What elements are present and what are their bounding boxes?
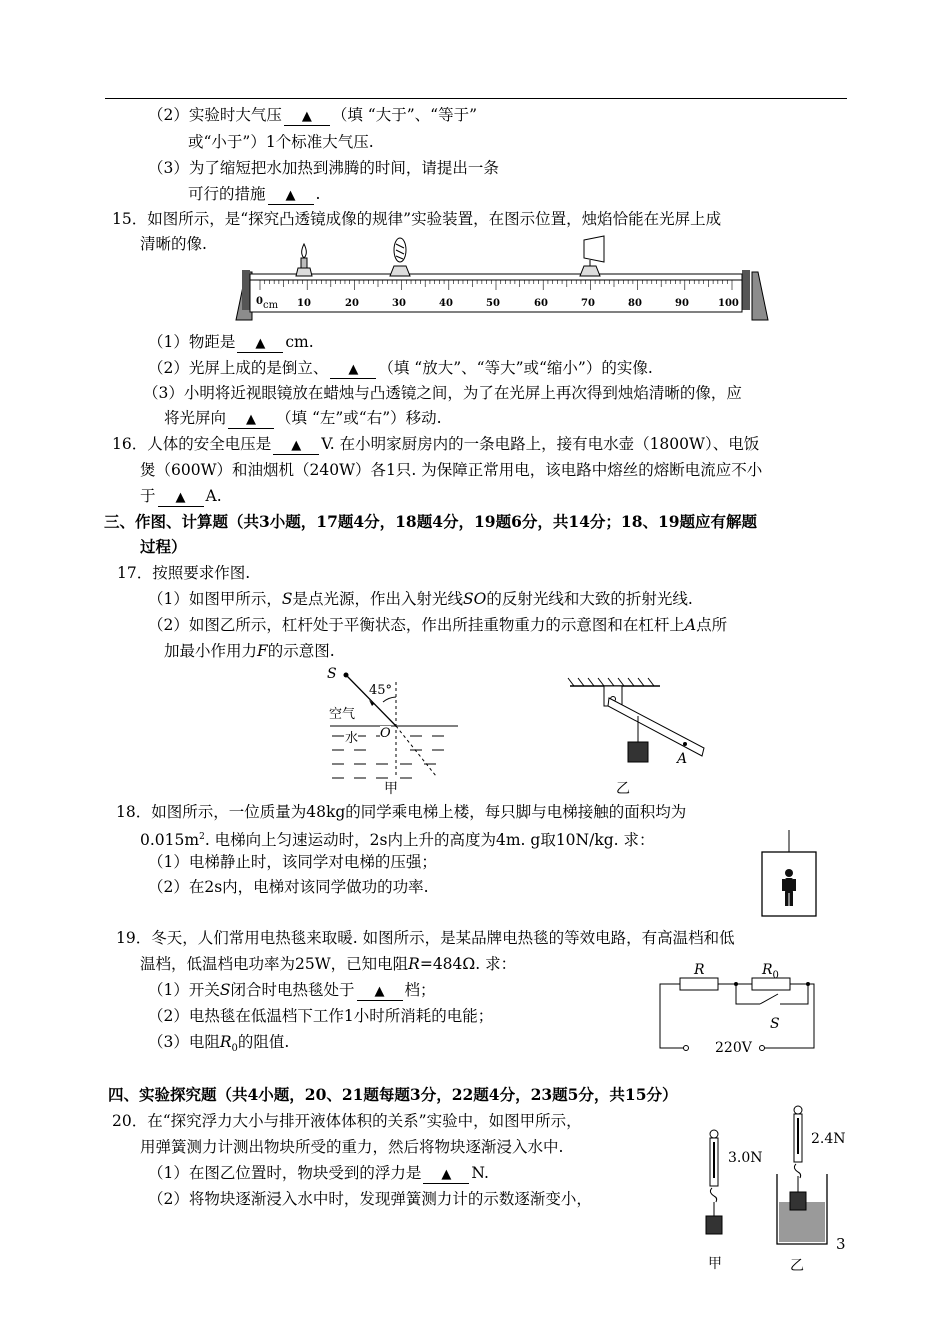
figure-yi-caption: 乙 bbox=[616, 781, 630, 797]
answer-blank[interactable]: ▲ bbox=[357, 984, 403, 1001]
terminal-right bbox=[760, 1046, 765, 1051]
point-o-label: O bbox=[380, 726, 391, 741]
q19-line1: 19．冬天，人们常用电热毯来取暖. 如图所示，是某品牌电热毯的等效电路，有高温档和低 bbox=[116, 929, 735, 947]
air-label: 空气 bbox=[329, 707, 356, 722]
ruler-label-50: 50 bbox=[486, 298, 500, 309]
hanging-weight bbox=[628, 742, 648, 762]
optical-bench-figure bbox=[232, 232, 772, 324]
lever-bar bbox=[608, 698, 704, 756]
answer-blank[interactable]: ▲ bbox=[158, 490, 204, 507]
scale-b-reading: 2.4N bbox=[811, 1131, 846, 1147]
wire-left bbox=[660, 984, 686, 1048]
answer-blank[interactable]: ▲ bbox=[273, 438, 319, 455]
circuit-r0-label: $R_0$ bbox=[762, 962, 779, 981]
q16-line2: 煲（600W）和油烟机（240W）各1只. 为保障正常用电，该电路中熔丝的熔断电流应不小 bbox=[140, 461, 763, 479]
q17-stem: 17．按照要求作图. bbox=[117, 564, 251, 582]
extension-line bbox=[396, 726, 436, 776]
source-label: S bbox=[327, 666, 337, 682]
figure-jia-caption-q20: 甲 bbox=[708, 1256, 722, 1272]
q17-part2-line1: （2）如图乙所示，杠杆处于平衡状态，作出所挂重物重力的示意图和在杠杆上A点所 bbox=[148, 616, 728, 634]
q19-part2: （2）电热毯在低温档下工作1小时所消耗的电能； bbox=[148, 1007, 494, 1025]
q18-line1: 18．如图所示，一位质量为48kg的同学乘电梯上楼，每只脚与电梯接触的面积均为 bbox=[116, 803, 687, 821]
q20-part2: （2）将物块逐渐浸入水中时，发现弹簧测力计的示数逐渐变小， bbox=[148, 1190, 592, 1208]
q15-stem-line2: 清晰的像. bbox=[140, 235, 207, 253]
ruler-label-80: 80 bbox=[628, 298, 642, 309]
q15-part3-line1: （3）小明将近视眼镜放在蜡烛与凸透镜之间，为了在光屏上再次得到烛焰清晰的像，应 bbox=[143, 384, 742, 402]
ruler-label-90: 90 bbox=[675, 298, 689, 309]
q20-part1: （1）在图乙位置时，物块受到的浮力是 ▲ N. bbox=[148, 1164, 489, 1182]
header-rule bbox=[105, 98, 847, 99]
bench-right-post bbox=[742, 270, 750, 310]
ruler-label-10: 10 bbox=[297, 298, 311, 309]
refraction-figure bbox=[320, 664, 470, 796]
q16-line3: 于 ▲ A. bbox=[140, 487, 222, 505]
ruler-unit: cm bbox=[263, 300, 279, 311]
q20-line2: 用弹簧测力计测出物块所受的重力，然后将物块逐渐浸入水中. bbox=[140, 1138, 564, 1156]
q18-part2: （2）在2s内，电梯对该同学做功的功率. bbox=[148, 878, 429, 896]
figure-jia-caption: 甲 bbox=[384, 781, 398, 797]
block-a bbox=[706, 1216, 722, 1234]
terminal-left bbox=[684, 1046, 689, 1051]
q15-part2: （2）光屏上成的是倒立、 ▲ （填 “放大”、“等大”或“缩小”）的实像. bbox=[148, 359, 653, 377]
q18-line2: $0.015m^2$. 电梯向上匀速运动时，2s内上升的高度为4m. g取10N/kg. 求： bbox=[140, 831, 655, 850]
candle bbox=[296, 244, 312, 276]
q17-part2-line2: 加最小作用力F的示意图. bbox=[164, 642, 335, 660]
switch-s bbox=[760, 994, 778, 1004]
q20-line1: 20．在“探究浮力大小与排开液体体积的关系”实验中，如图甲所示， bbox=[112, 1112, 582, 1130]
elevator-figure bbox=[758, 828, 820, 920]
ruler-label-0: 0 bbox=[256, 296, 263, 307]
q15-part3-line2: 将光屏向 ▲ （填 “左”或“右”）移动. bbox=[164, 409, 442, 427]
section3-heading: 三、作图、计算题（共3小题，17题4分，18题4分，19题6分，共14分；18、19题应有解题 bbox=[104, 512, 758, 531]
water-label: 水 bbox=[345, 727, 358, 746]
section4-heading: 四、实验探究题（共4小题，20、21题每题3分，22题4分，23题5分，共15分） bbox=[108, 1085, 678, 1104]
q16-line1: 16．人体的安全电压是 ▲ V. 在小明家厨房内的一条电路上，接有电水壶（1800W）、电饭 bbox=[112, 435, 760, 453]
circuit-r-label: R bbox=[694, 962, 705, 978]
answer-blank[interactable]: ▲ bbox=[228, 412, 274, 429]
convex-lens bbox=[390, 238, 410, 276]
point-a bbox=[683, 742, 687, 746]
block-b bbox=[790, 1192, 806, 1210]
q15-part1: （1）物距是 ▲ cm. bbox=[148, 333, 314, 351]
q19-line2: 温档，低温档电功率为25W，已知电阻R=484Ω. 求： bbox=[140, 955, 517, 973]
answer-blank[interactable]: ▲ bbox=[237, 336, 283, 353]
q14-part3-line1: （3）为了缩短把水加热到沸腾的时间，请提出一条 bbox=[148, 159, 499, 177]
q19-part1: （1）开关S闭合时电热毯处于 ▲ 档； bbox=[148, 981, 436, 999]
circuit-voltage-label: 220V bbox=[715, 1040, 752, 1056]
light-screen bbox=[580, 236, 604, 276]
circuit-switch-label: S bbox=[770, 1016, 780, 1032]
q14-part2-line1: （2）实验时大气压 ▲ （填 “大于”、“等于” bbox=[148, 106, 477, 124]
spring-scale-b bbox=[794, 1106, 802, 1192]
buoyancy-figure bbox=[692, 1104, 840, 1246]
ruler-label-60: 60 bbox=[534, 298, 548, 309]
q15-stem-line1: 15．如图所示，是“探究凸透镜成像的规律”实验装置，在图示位置，烛焰恰能在光屏上成 bbox=[112, 210, 722, 228]
q17-part1: （1）如图甲所示，S是点光源，作出入射光线SO的反射光线和大致的折射光线. bbox=[148, 590, 693, 608]
angle-label: 45° bbox=[369, 683, 393, 698]
bench-right-stand bbox=[752, 272, 768, 320]
q19-part3: （3）电阻$R_0$的阻值. bbox=[148, 1033, 290, 1055]
scale-a-reading: 3.0N bbox=[728, 1150, 763, 1166]
answer-blank[interactable]: ▲ bbox=[284, 109, 330, 126]
section3-heading-cont: 过程） bbox=[140, 537, 187, 556]
q14-part2-line2: 或“小于”）1个标准大气压. bbox=[188, 133, 374, 151]
ruler-label-30: 30 bbox=[392, 298, 406, 309]
q18-part1: （1）电梯静止时，该同学对电梯的压强； bbox=[148, 853, 437, 871]
resistor-r bbox=[680, 978, 718, 990]
ruler-label-100: 100 bbox=[718, 298, 739, 309]
spring-scale-a bbox=[706, 1130, 722, 1234]
page-number: 3 bbox=[836, 1235, 846, 1253]
answer-blank[interactable]: ▲ bbox=[423, 1167, 469, 1184]
figure-yi-caption-q20: 乙 bbox=[790, 1258, 804, 1274]
ruler-label-20: 20 bbox=[345, 298, 359, 309]
q14-part3-line2: 可行的措施 ▲ . bbox=[188, 185, 321, 203]
ruler-label-70: 70 bbox=[581, 298, 595, 309]
answer-blank[interactable]: ▲ bbox=[330, 362, 376, 379]
bench-left-post bbox=[242, 270, 250, 310]
ruler-label-40: 40 bbox=[439, 298, 453, 309]
answer-blank[interactable]: ▲ bbox=[268, 188, 314, 205]
lever-point-a-label: A bbox=[677, 751, 688, 767]
lever-figure bbox=[564, 672, 724, 772]
